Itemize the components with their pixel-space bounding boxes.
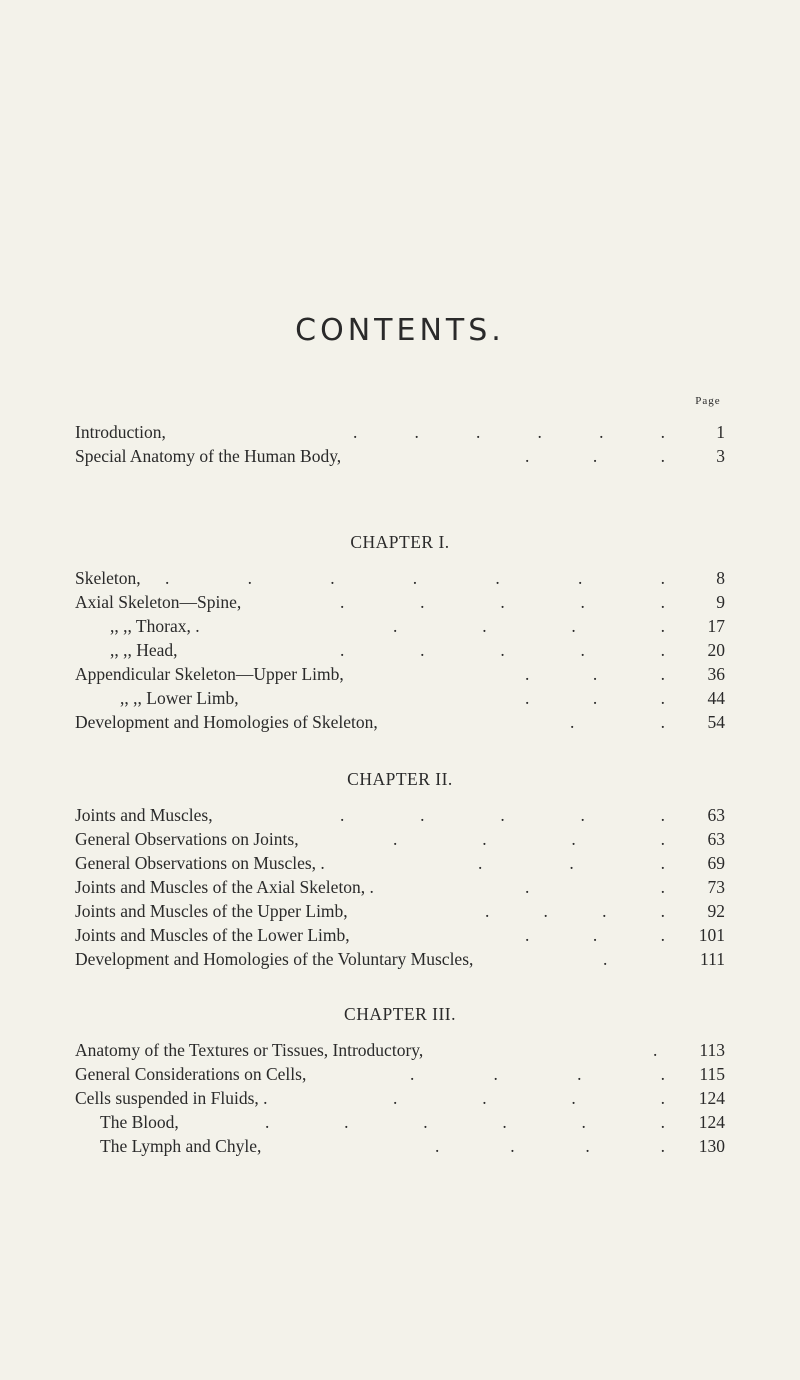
toc-leader-dots: . . . .	[485, 901, 665, 921]
front-matter-list	[75, 420, 725, 468]
toc-entry-page: 1	[716, 422, 725, 442]
toc-leader-dots: . . . .	[435, 1136, 665, 1156]
toc-entry-page: 111	[700, 949, 725, 969]
toc-leader-dots: . . . . .	[340, 805, 665, 825]
chapter-1-list	[75, 566, 725, 734]
toc-entry	[75, 444, 725, 468]
toc-entry-page: 101	[698, 925, 725, 945]
toc-leader-dots: . . .	[478, 853, 665, 873]
toc-entry-label: Introduction,	[75, 422, 166, 442]
toc-entry-label: Appendicular Skeleton—Upper Limb,	[75, 664, 344, 684]
toc-entry	[75, 851, 725, 875]
contents-title: CONTENTS.	[295, 313, 505, 348]
toc-entry	[75, 803, 725, 827]
toc-entry-page: 63	[707, 805, 725, 825]
toc-leader-dots: . . .	[525, 925, 665, 945]
toc-entry-label: General Observations on Joints,	[75, 829, 299, 849]
toc-entry	[75, 1062, 725, 1086]
toc-entry-page: 69	[707, 853, 725, 873]
toc-leader-dots: . . .	[525, 664, 665, 684]
toc-entry-page: 73	[707, 877, 725, 897]
toc-entry	[75, 1110, 725, 1134]
toc-entry-page: 8	[716, 568, 725, 588]
toc-leader-dots: . . .	[525, 446, 665, 466]
toc-entry-label: Joints and Muscles of the Upper Limb,	[75, 901, 348, 921]
toc-entry	[75, 638, 725, 662]
toc-entry-label: Axial Skeleton—Spine,	[75, 592, 242, 612]
toc-entry-page: 20	[707, 640, 725, 660]
page-column-header: Page	[695, 395, 721, 407]
toc-entry-page: 124	[698, 1112, 725, 1132]
toc-leader-dots: . . . . .	[340, 592, 665, 612]
toc-leader-dots: . . . .	[393, 616, 665, 636]
chapter-2-list	[75, 803, 725, 971]
toc-entry-page: 115	[699, 1064, 725, 1084]
toc-entry-page: 92	[707, 901, 725, 921]
toc-entry-label: ,, ,, Thorax, .	[110, 616, 200, 636]
chapter-heading: CHAPTER I.	[350, 532, 450, 552]
toc-leader-dots: . .	[570, 712, 665, 732]
toc-entry-page: 113	[699, 1040, 725, 1060]
toc-entry-label: Development and Homologies of Skeleton,	[75, 712, 378, 732]
toc-entry	[75, 1086, 725, 1110]
toc-entry	[75, 899, 725, 923]
toc-entry	[75, 420, 725, 444]
toc-entry-label: Joints and Muscles of the Lower Limb,	[75, 925, 350, 945]
toc-entry-label: The Blood,	[100, 1112, 179, 1132]
toc-entry	[75, 947, 725, 971]
toc-entry-label: Anatomy of the Textures or Tissues, Introductory,	[75, 1040, 424, 1060]
toc-entry-page: 130	[698, 1136, 725, 1156]
toc-entry	[75, 827, 725, 851]
toc-entry-label: Joints and Muscles,	[75, 805, 213, 825]
toc-leader-dots: . . .	[525, 688, 665, 708]
toc-leader-dots: . . . .	[410, 1064, 665, 1084]
toc-entry	[75, 590, 725, 614]
toc-entry-page: 3	[716, 446, 725, 466]
toc-leader-dots: . . . . . .	[353, 422, 665, 442]
chapter-3-list	[75, 1038, 725, 1158]
toc-entry-label: Development and Homologies of the Voluntary Muscles,	[75, 949, 474, 969]
toc-leader-dots: . .	[525, 877, 665, 897]
toc-entry-label: ,, ,, Head,	[110, 640, 178, 660]
toc-entry	[75, 1038, 725, 1062]
toc-leader-dots: .	[603, 949, 608, 969]
toc-entry-label: The Lymph and Chyle,	[100, 1136, 262, 1156]
toc-leader-dots: . . . . . . .	[165, 568, 665, 588]
toc-leader-dots: . . . . . .	[265, 1112, 665, 1132]
toc-leader-dots: . . . .	[393, 829, 665, 849]
toc-leader-dots: . . . .	[393, 1088, 665, 1108]
chapter-heading: CHAPTER III.	[344, 1004, 456, 1024]
toc-entry-page: 63	[707, 829, 725, 849]
toc-entry	[75, 923, 725, 947]
toc-entry-label: Special Anatomy of the Human Body,	[75, 446, 342, 466]
toc-entry-label: General Considerations on Cells,	[75, 1064, 307, 1084]
toc-entry-page: 54	[707, 712, 725, 732]
toc-entry-label: ,, ,, Lower Limb,	[120, 688, 239, 708]
toc-entry	[75, 566, 725, 590]
toc-entry-label: General Observations on Muscles, .	[75, 853, 325, 873]
toc-entry-page: 124	[698, 1088, 725, 1108]
toc-entry	[75, 875, 725, 899]
toc-entry-label: Joints and Muscles of the Axial Skeleton, .	[75, 877, 374, 897]
toc-leader-dots: .	[653, 1040, 658, 1060]
toc-entry-page: 44	[707, 688, 725, 708]
chapter-heading: CHAPTER II.	[347, 769, 453, 789]
toc-entry	[75, 614, 725, 638]
toc-entry	[75, 686, 725, 710]
toc-entry	[75, 710, 725, 734]
toc-leader-dots: . . . . .	[340, 640, 665, 660]
toc-entry-label: Skeleton,	[75, 568, 141, 588]
toc-entry-label: Cells suspended in Fluids, .	[75, 1088, 268, 1108]
toc-entry-page: 9	[716, 592, 725, 612]
toc-entry-page: 17	[707, 616, 725, 636]
toc-entry	[75, 1134, 725, 1158]
toc-entry	[75, 662, 725, 686]
toc-entry-page: 36	[707, 664, 725, 684]
